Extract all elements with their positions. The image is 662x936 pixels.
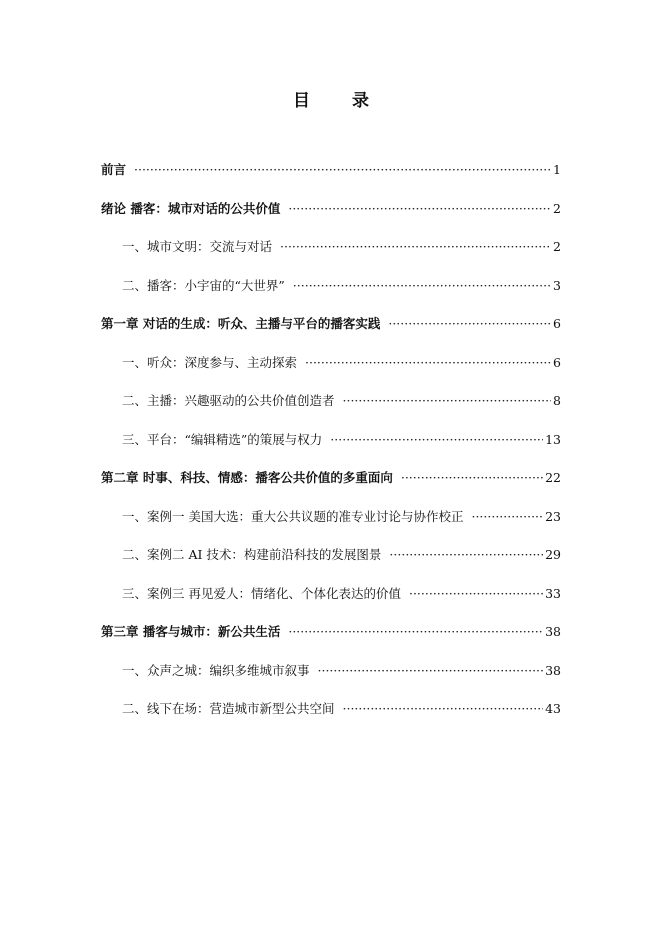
toc-entry[interactable] <box>101 389 561 413</box>
toc-entry[interactable] <box>101 312 561 336</box>
toc-entry[interactable] <box>101 197 561 221</box>
toc-entry-page-number: 8 <box>553 393 561 408</box>
dot-leader <box>318 659 544 683</box>
dot-leader <box>134 158 551 182</box>
toc-entry-title: 绪论 播客：城市对话的公共价值 <box>101 200 281 216</box>
table-of-contents <box>101 158 561 736</box>
dot-leader <box>293 274 551 298</box>
toc-entry-page-number: 22 <box>545 470 561 485</box>
toc-entry[interactable] <box>101 158 561 182</box>
toc-entry[interactable] <box>101 505 561 529</box>
toc-entry-page-number: 2 <box>553 200 561 216</box>
toc-entry-title: 三、案例三 再见爱人：情绪化、个体化表达的价值 <box>122 585 401 601</box>
toc-entry-page-number: 23 <box>545 508 561 524</box>
toc-entry-page-number: 13 <box>545 431 561 447</box>
toc-entry-page-number: 3 <box>553 277 561 293</box>
dot-leader <box>388 312 551 336</box>
toc-entry-title: 一、城市文明：交流与对话 <box>122 239 273 254</box>
dot-leader <box>288 620 543 644</box>
dot-leader <box>409 582 543 606</box>
toc-entry-page-number: 6 <box>553 354 561 370</box>
dot-leader <box>288 197 551 221</box>
dot-leader <box>330 428 543 452</box>
toc-entry-title: 一、案例一 美国大选：重大公共议题的准专业讨论与协作校正 <box>122 508 464 524</box>
toc-entry[interactable] <box>101 235 561 259</box>
toc-entry[interactable] <box>101 274 561 298</box>
toc-entry-title: 二、主播：兴趣驱动的公共价值创造者 <box>122 393 335 408</box>
toc-title: 目 录 <box>293 91 387 111</box>
toc-entry[interactable] <box>101 428 561 452</box>
toc-entry-page-number: 43 <box>545 701 561 716</box>
toc-entry-title: 三、平台：“编辑精选”的策展与权力 <box>122 431 323 447</box>
toc-entry-title: 二、线下在场：营造城市新型公共空间 <box>122 701 335 716</box>
toc-entry-title: 第三章 播客与城市：新公共生活 <box>101 624 281 639</box>
dot-leader <box>280 235 551 259</box>
dot-leader <box>389 543 543 567</box>
toc-entry-title: 二、播客：小宇宙的“大世界” <box>122 277 285 293</box>
toc-entry-title: 一、听众：深度参与、主动探索 <box>122 354 298 370</box>
toc-entry[interactable] <box>101 620 561 644</box>
toc-entry[interactable] <box>101 697 561 721</box>
toc-entry-page-number: 38 <box>545 624 561 639</box>
toc-entry[interactable] <box>101 351 561 375</box>
toc-entry-page-number: 1 <box>553 162 561 177</box>
toc-entry-page-number: 29 <box>545 547 561 562</box>
toc-entry-title: 前言 <box>101 162 127 177</box>
toc-entry[interactable] <box>101 466 561 490</box>
dot-leader <box>343 389 552 413</box>
toc-entry-title: 一、众声之城：编织多维城市叙事 <box>122 662 310 678</box>
toc-entry-page-number: 2 <box>553 239 561 254</box>
dot-leader <box>343 697 544 721</box>
toc-entry-title: 第一章 对话的生成：听众、主播与平台的播客实践 <box>101 316 381 331</box>
dot-leader <box>401 466 543 490</box>
toc-entry-title: 第二章 时事、科技、情感：播客公共价值的多重面向 <box>101 470 393 485</box>
dot-leader <box>305 351 551 375</box>
toc-entry[interactable] <box>101 543 561 567</box>
toc-entry-title: 二、案例二 AI 技术：构建前沿科技的发展图景 <box>122 547 382 562</box>
toc-entry-page-number: 6 <box>553 316 561 331</box>
toc-entry-page-number: 33 <box>545 585 561 601</box>
toc-entry[interactable] <box>101 582 561 606</box>
toc-entry-page-number: 38 <box>545 662 561 678</box>
toc-entry[interactable] <box>101 659 561 683</box>
dot-leader <box>471 505 543 529</box>
